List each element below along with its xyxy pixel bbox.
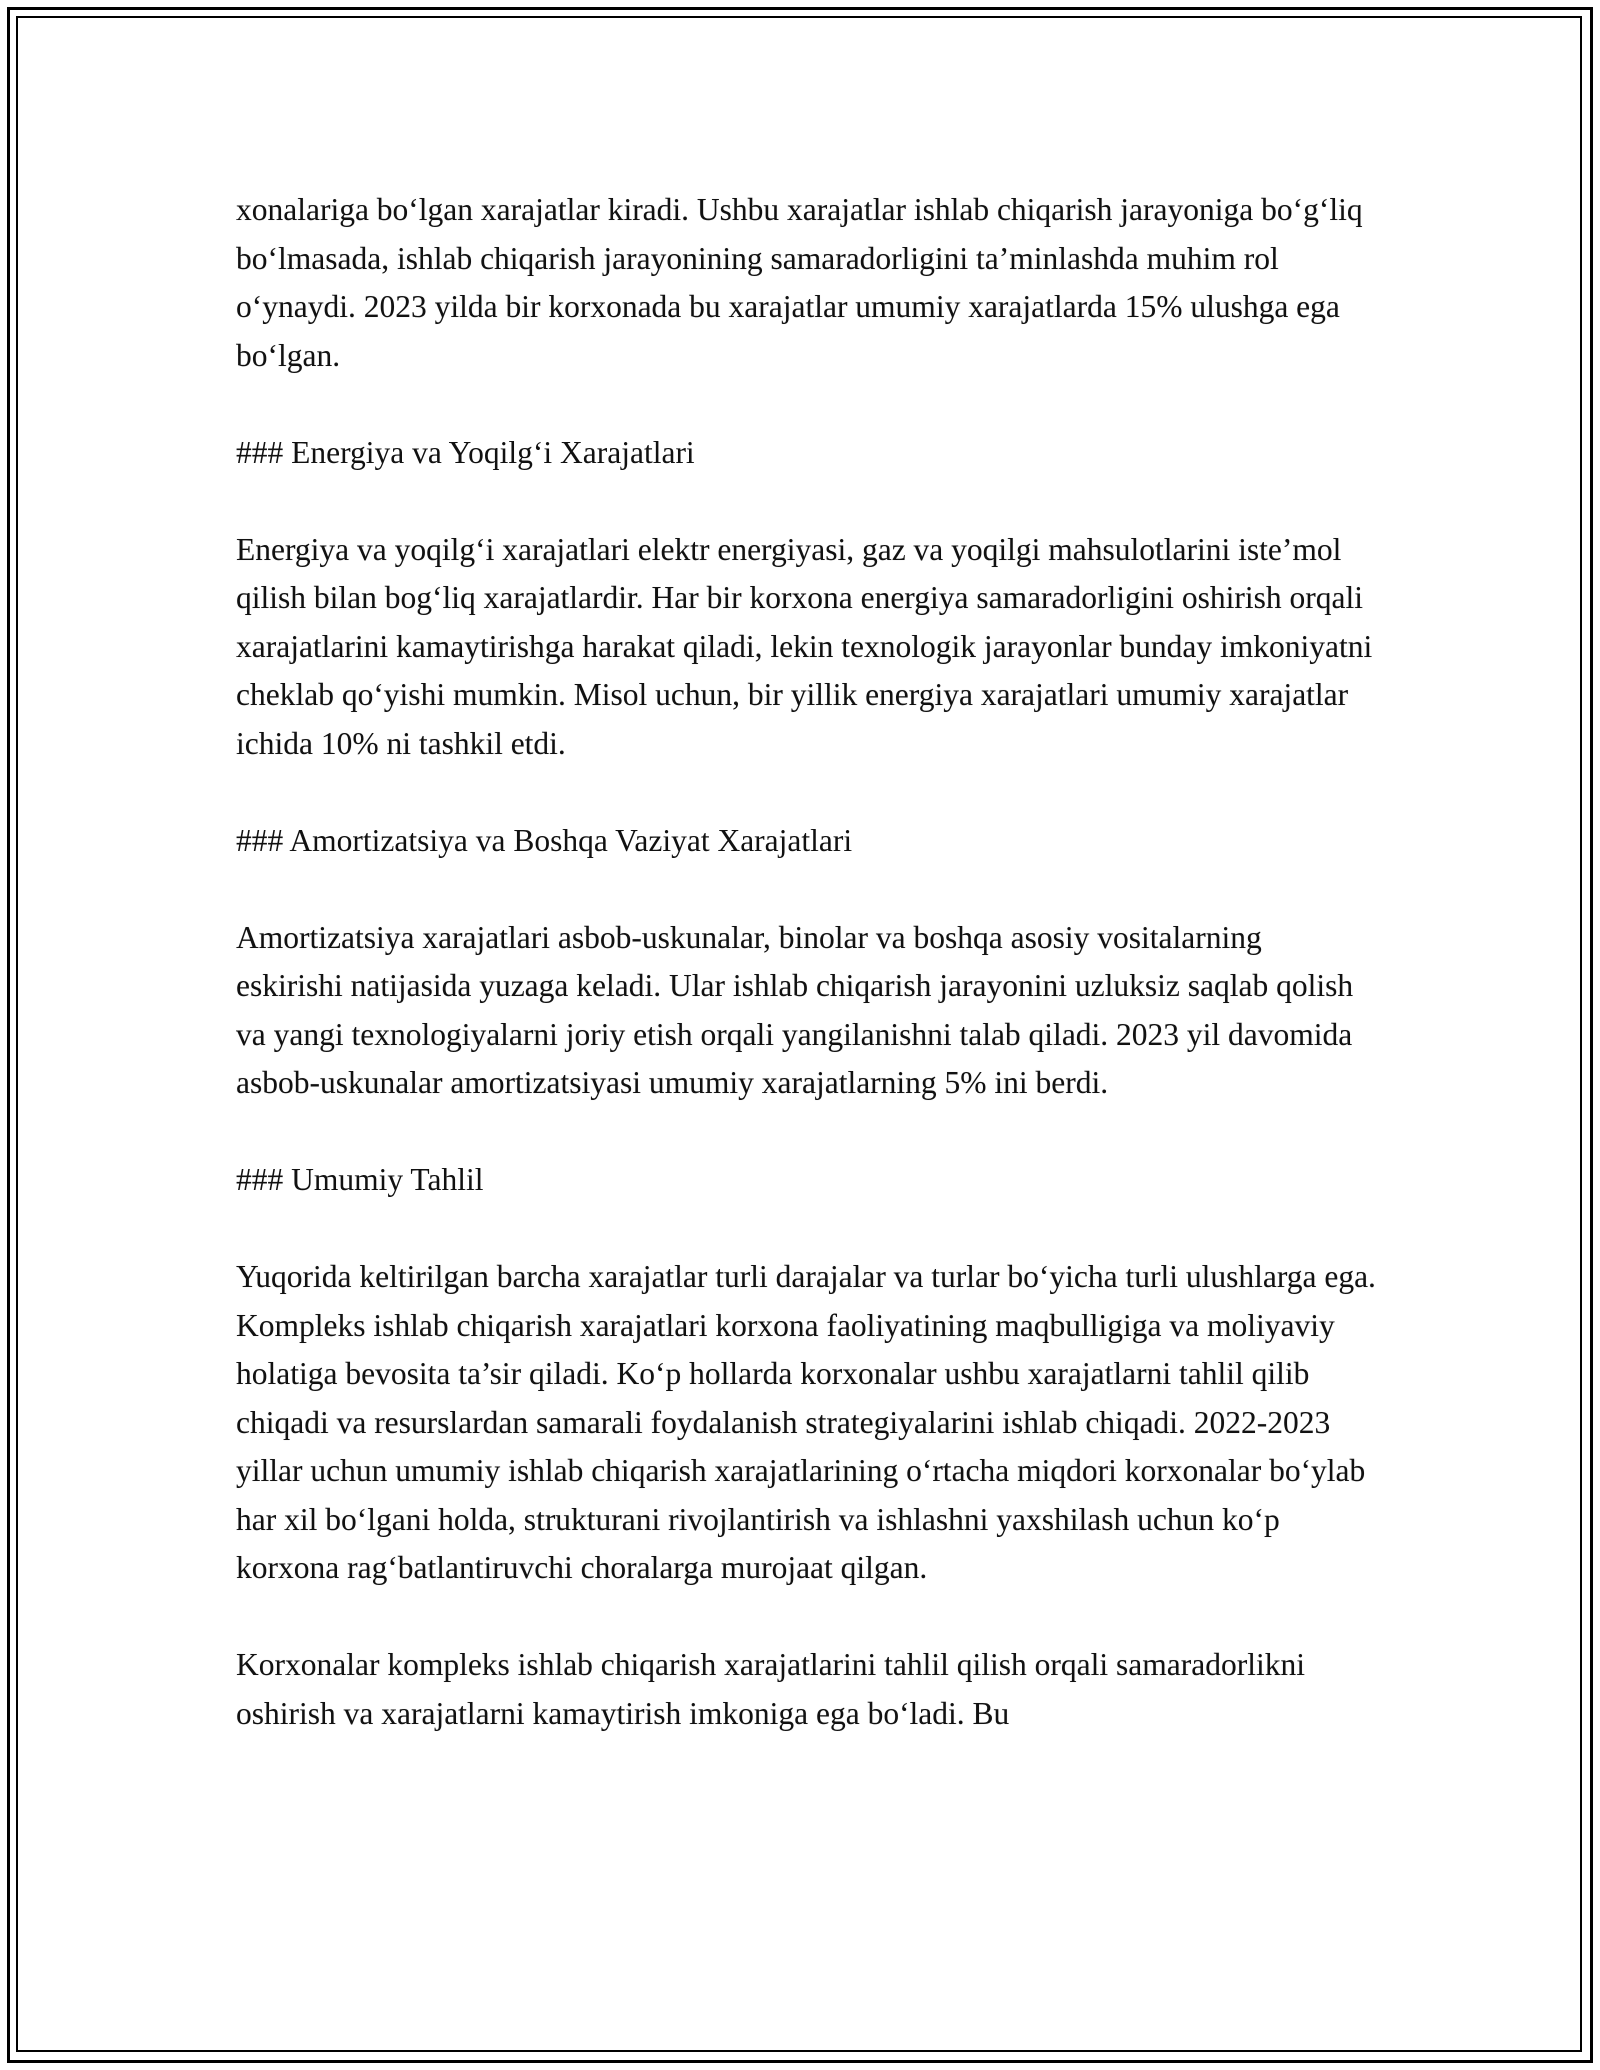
paragraph-general-analysis: Yuqorida keltirilgan barcha xarajatlar turli darajalar va turlar bo‘yicha turli ulushlarga ega. Kompleks ishlab chiqarish xarajatlari korxona faoliyatining maqbulligiga va moliyaviy holatiga bevosita ta’sir qiladi. Ko‘p hollarda korxonalar ushbu xarajatlarni tahlil qilib chiqadi va resurslardan samarali foydalanish strategiyalarini ishlab chiqadi. 2022-2023 yillar uchun umumiy ishlab chiqarish xarajatlarining o‘rtacha miqdori korxonalar bo‘ylab har xil bo‘lgani holda, strukturani rivojlantirish va ishlashni yaxshilash uchun ko‘p korxona rag‘batlantiruvchi choralarga murojaat qilgan.: [236, 1259, 1376, 1585]
paragraph-intro: xonalariga bo‘lgan xarajatlar kiradi. Ushbu xarajatlar ishlab chiqarish jarayoniga bo‘g‘liq bo‘lmasada, ishlab chiqarish jarayonining samaradorligini ta’minlashda muhim rol o‘ynaydi. 2023 yilda bir korxonada bu xarajatlar umumiy xarajatlarda 15% ulushga ega bo‘lgan.: [236, 192, 1363, 373]
heading-amortization-costs: ### Amortizatsiya va Boshqa Vaziyat Xarajatlari: [236, 822, 853, 858]
paragraph-final: Korxonalar kompleks ishlab chiqarish xarajatlarini tahlil qilish orqali samaradorlikni oshirish va xarajatlarni kamaytirish imkoniga ega bo‘ladi. Bu: [236, 1647, 1305, 1731]
heading-energy-costs: ### Energiya va Yoqilg‘i Xarajatlari: [236, 434, 695, 470]
paragraph-energy-costs: Energiya va yoqilg‘i xarajatlari elektr energiyasi, gaz va yoqilgi mahsulotlarini iste’mol qilish bilan bog‘liq xarajatlardir. Har bir korxona energiya samaradorligini oshirish orqali xarajatlarini kamaytirishga harakat qiladi, lekin texnologik jarayonlar bunday imkoniyatni cheklab qo‘yishi mumkin. Misol uchun, bir yillik energiya xarajatlari umumiy xarajatlar ichida 10% ni tashkil etdi.: [236, 531, 1373, 761]
heading-general-analysis: ### Umumiy Tahlil: [236, 1162, 484, 1197]
paragraph-amortization-costs: Amortizatsiya xarajatlari asbob-uskunalar, binolar va boshqa asosiy vositalarning eskirishi natijasida yuzaga keladi. Ular ishlab chiqarish jarayonini uzluksiz saqlab qolish va yangi texnologiyalarni joriy etish orqali yangilanishni talab qiladi. 2023 yil davomida asbob-uskunalar amortizatsiyasi umumiy xarajatlarning 5% ini berdi.: [236, 919, 1354, 1100]
document-body: [236, 186, 1376, 1738]
